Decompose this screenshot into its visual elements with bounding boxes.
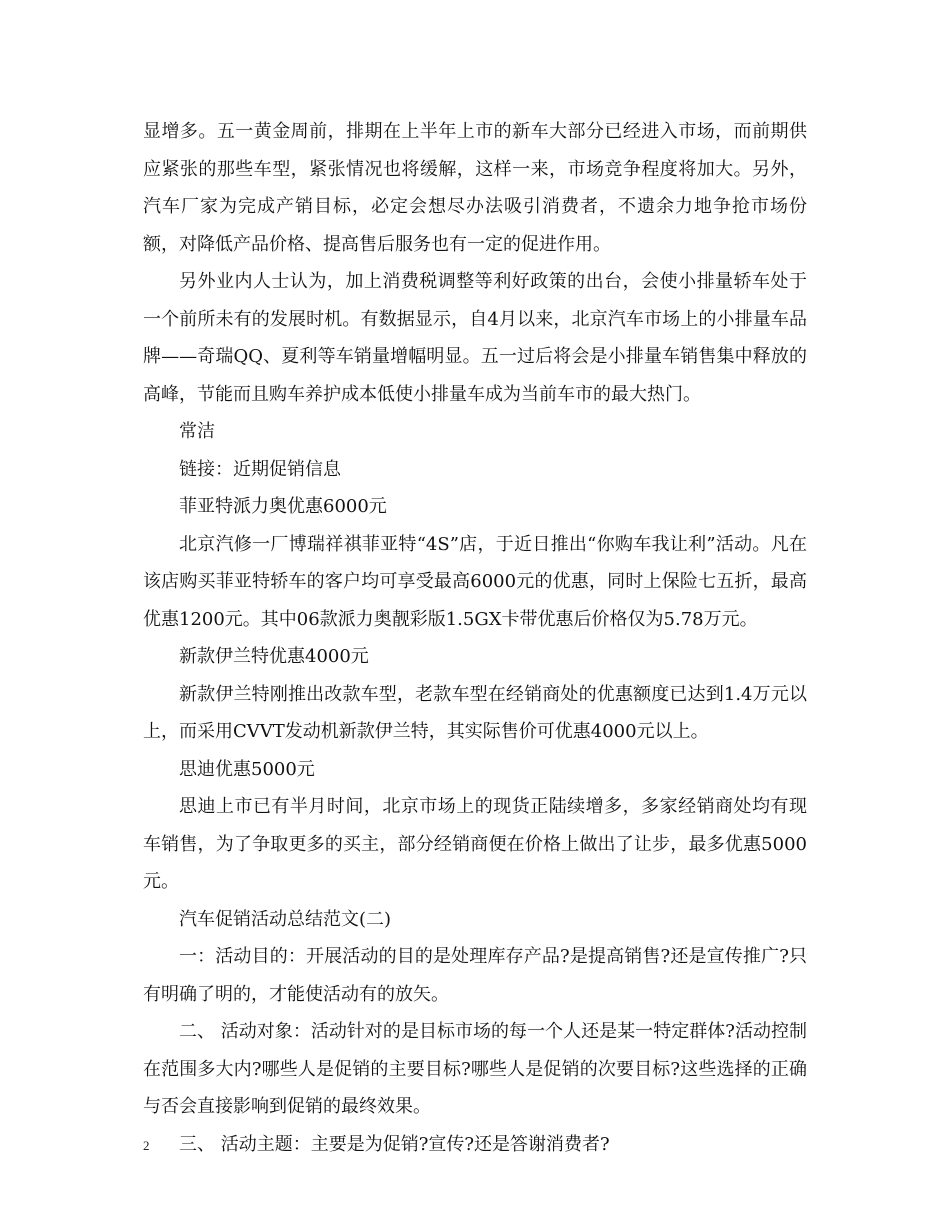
section-title-summary-two: 汽车促销活动总结范文(二) [179, 908, 392, 930]
paragraph-activity-purpose: 一：活动目的：开展活动的目的是处理库存产品?是提高销售?还是宣传推广?只有明确了明的，才能使活动有的放矢。 [143, 946, 807, 1005]
author-name: 常洁 [179, 421, 215, 442]
paragraph-elantra: 新款伊兰特刚推出改款车型，老款车型在经销商处的优惠额度已达到1.4万元以上，而采用CVVT发动机新款伊兰特，其实际售价可优惠4000元以上。 [143, 683, 807, 742]
document-body [143, 113, 807, 1163]
subheading-elantra: 新款伊兰特优惠4000元 [179, 646, 369, 667]
paragraph-fiat-palio: 北京汽修一厂博瑞祥祺菲亚特“4S”店，于近日推出“你购车我让利”活动。凡在该店购买菲亚特轿车的客户均可享受最高6000元的优惠，同时上保险七五折，最高优惠1200元。其中06款派力奥靓彩版1.5GX卡带优惠后价格仅为5.78万元。 [143, 533, 807, 630]
section-heading-promotions: 链接：近期促销信息 [179, 458, 341, 480]
subheading-siddi: 思迪优惠5000元 [179, 758, 315, 780]
page-number: 2 [143, 1138, 150, 1153]
paragraph-activity-theme: 三、 活动主题：主要是为促销?宣传?还是答谢消费者? [179, 1133, 610, 1155]
paragraph-market-competition: 显增多。五一黄金周前，排期在上半年上市的新车大部分已经进入市场，而前期供应紧张的那些车型，紧张情况也将缓解，这样一来，市场竞争程度将加大。另外，汽车厂家为完成产销目标，必定会想尽办法吸引消费者，不遗余力地争抢市场份额，对降低产品价格、提高售后服务也有一定的促进作用。 [143, 121, 807, 255]
paragraph-small-displacement-cars: 另外业内人士认为，加上消费税调整等利好政策的出台，会使小排量轿车处于一个前所未有的发展时机。有数据显示，自4月以来，北京汽车市场上的小排量车品牌——奇瑞QQ、夏利等车销量增幅明显。五一过后将会是小排量车销售集中释放的高峰，节能而且购车养护成本低使小排量车成为当前车市的最大热门。 [143, 271, 807, 405]
subheading-fiat-palio: 菲亚特派力奥优惠6000元 [179, 496, 387, 517]
paragraph-siddi: 思迪上市已有半月时间，北京市场上的现货正陆续增多，多家经销商处均有现车销售，为了争取更多的买主，部分经销商便在价格上做出了让步，最多优惠5000元。 [143, 796, 807, 892]
paragraph-activity-target: 二、 活动对象：活动针对的是目标市场的每一个人还是某一特定群体?活动控制在范围多大内?哪些人是促销的主要目标?哪些人是促销的次要目标?这些选择的正确与否会直接影响到促销的最终效果。 [143, 1021, 807, 1117]
